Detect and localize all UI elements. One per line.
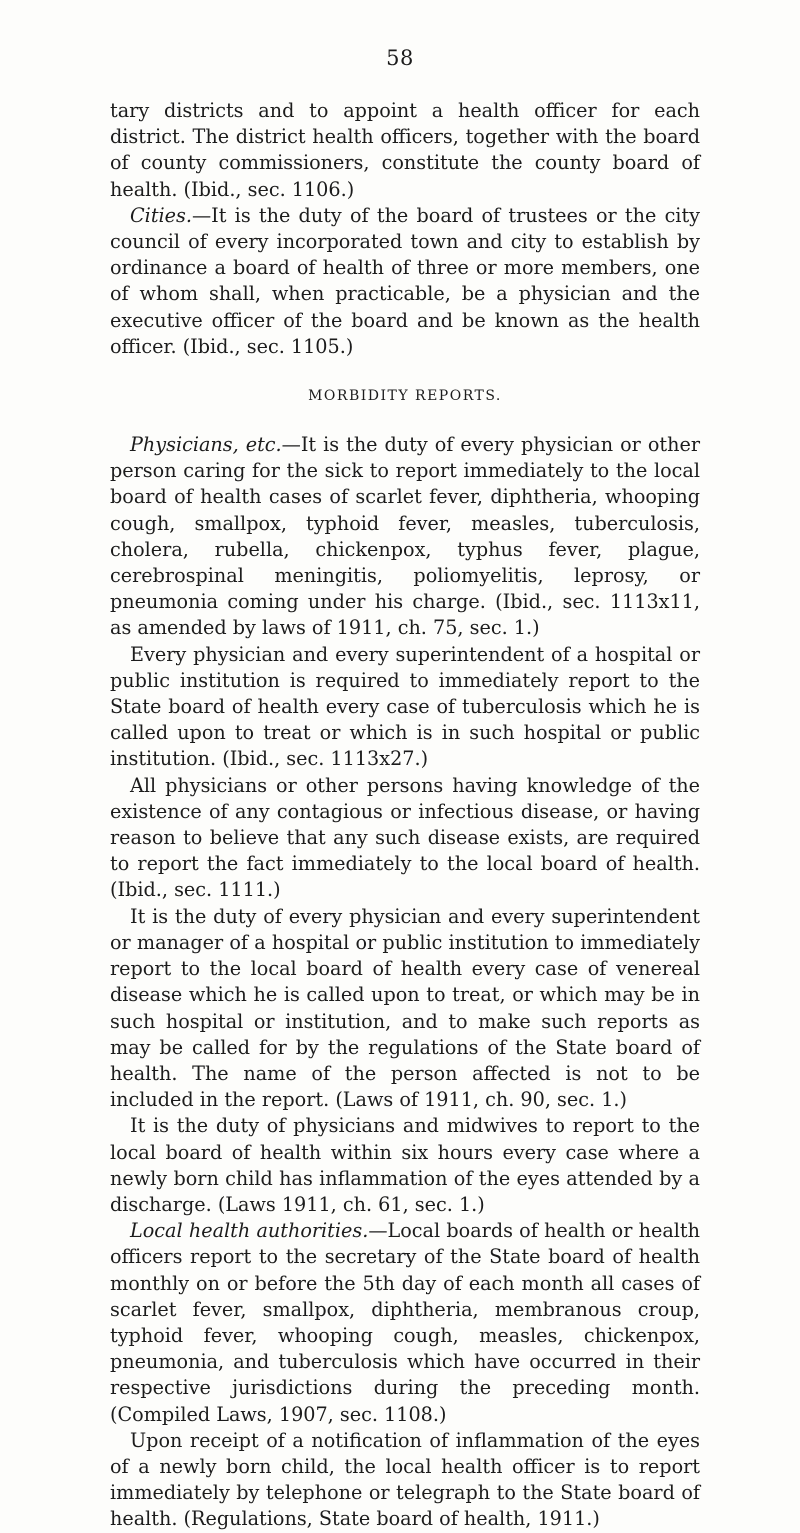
paragraph-tuberculosis [110,642,700,773]
paragraph-text: —It is the duty of the board of trustees or the city council of every incorporated town and city to establish by ordinance a board of health of three or more members, one of whom shall, when practicable, be a physician and the executive officer of the board and be known as the health officer. (Ibid., sec. 1105.) [110,203,700,358]
paragraph-text: It is the duty of every physician and every superintendent or manager of a hospital or public institution to immediately report to the local board of health every case of venereal disease which he is called upon to treat, or which may be in such hospital or institution, and to make such reports as may be called for by the regulations of the State board of health. The name of the person affected is not to be included in the report. (Laws of 1911, ch. 90, sec. 1.) [110,904,700,1112]
paragraph-text: All physicians or other persons having knowledge of the existence of any contagious or infectious disease, or having reason to believe that any such disease exists, are required to report the fact immediately to the local board of health. (Ibid., sec. 1111.) [110,773,700,902]
paragraph-county-board [110,98,700,203]
paragraph-contagious [110,773,700,904]
paragraph-local-authorities [110,1218,700,1428]
paragraph-text: Every physician and every superintendent of a hospital or public institution is required to immediately report to the State board of health every case of tuberculosis which he is called upon to treat or which is in such hospital or public institution. (Ibid., sec. 1113x27.) [110,642,700,771]
section-heading: MORBIDITY REPORTS. [308,388,502,405]
paragraph-lead-physicians: Physicians, etc. [130,433,282,457]
paragraph-notification [110,1428,700,1533]
body-text [110,98,700,1533]
paragraph-text: —It is the duty of every physician or other person caring for the sick to report immediately to the local board of health cases of scarlet fever, diphtheria, whooping cough, smallpox, typhoid fever, measles, tuberculosis, cholera, rubella, chickenpox, typhus fever, plague, cerebrospinal meningitis, poliomyelitis, leprosy, or pneumonia coming under his charge. (Ibid., sec. 1113x11, as amended by laws of 1911, ch. 75, sec. 1.) [110,433,700,640]
paragraph-lead-cities: Cities. [130,203,192,227]
paragraph-text: —Local boards of health or health officers report to the secretary of the State board of health monthly on or before the 5th day of each month all cases of scarlet fever, smallpox, diphtheria, membranous croup, typhoid fever, whooping cough, measles, chickenpox, pneumonia, and tuberculosis which have occurred in their respective jurisdictions during the preceding month. (Compiled Laws, 1907, sec. 1108.) [110,1219,700,1426]
paragraph-eye-inflammation [110,1113,700,1218]
paragraph-physicians [110,432,700,642]
paragraph-cities [110,203,700,360]
paragraph-text: tary districts and to appoint a health officer for each district. The district health officers, together with the board of county commissioners, constitute the county board of health. (Ibid., sec. 1106.) [110,99,700,201]
paragraph-text: Upon receipt of a notification of inflammation of the eyes of a newly born child, the local health officer is to report immediately by telephone or telegraph to the State board of health. (Regulations, State board of health, 1911.) [110,1428,700,1531]
paragraph-lead-local-authorities: Local health authorities. [130,1219,369,1243]
paragraph-text: It is the duty of physicians and midwives to report to the local board of health within six hours every case where a newly born child has inflammation of the eyes attended by a discharge. (Laws 1911, ch. 61, sec. 1.) [110,1114,700,1216]
page-number: 58 [386,46,414,70]
paragraph-venereal [110,904,700,1114]
